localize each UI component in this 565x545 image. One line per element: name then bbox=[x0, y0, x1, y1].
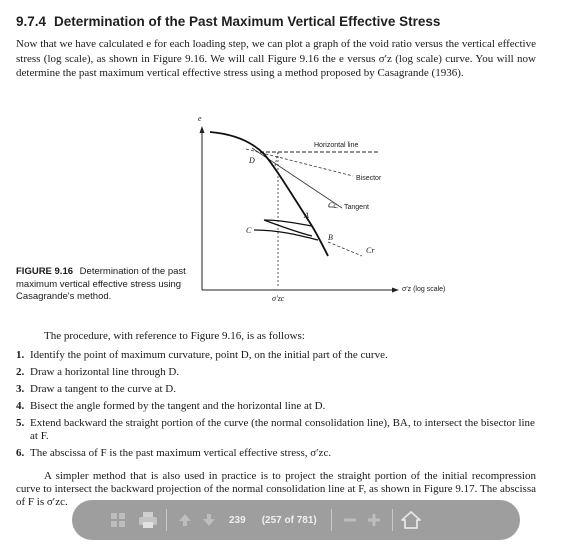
point-a-label: A bbox=[304, 211, 309, 220]
previous-page-button[interactable] bbox=[173, 508, 197, 532]
section-heading bbox=[16, 14, 440, 29]
y-axis-label: e bbox=[198, 114, 202, 123]
x-axis-label: σ′z (log scale) bbox=[402, 286, 446, 293]
step-number: 6. bbox=[16, 447, 25, 459]
casagrande-figure bbox=[190, 112, 470, 312]
home-button[interactable] bbox=[399, 508, 423, 532]
step-number: 1. bbox=[16, 349, 25, 361]
arrow-up-icon bbox=[177, 512, 193, 528]
step-text: The abscissa of F is the past maximum vertical effective stress, σ′zc. bbox=[30, 447, 332, 459]
point-c-label: C bbox=[246, 226, 252, 235]
y-axis-arrow bbox=[200, 126, 205, 133]
step-item bbox=[16, 366, 536, 379]
step-item bbox=[16, 383, 536, 396]
step-text: Draw a horizontal line through D. bbox=[30, 366, 180, 378]
horizontal-line-label: Horizontal line bbox=[314, 142, 359, 149]
tangent-label: Tangent bbox=[344, 204, 369, 211]
sigma-zc-label: σ′zc bbox=[272, 294, 285, 303]
step-item bbox=[16, 417, 536, 443]
print-icon bbox=[138, 511, 158, 529]
step-item bbox=[16, 447, 536, 460]
step-number: 4. bbox=[16, 400, 25, 412]
x-axis-arrow bbox=[392, 288, 399, 293]
toolbar-divider bbox=[166, 509, 167, 531]
step-text: Draw a tangent to the curve at D. bbox=[30, 383, 176, 395]
section-title: Determination of the Past Maximum Vertical Effective Stress bbox=[54, 14, 441, 29]
next-page-button[interactable] bbox=[197, 508, 221, 532]
point-b-label: B bbox=[328, 233, 333, 242]
cc-label: Cc bbox=[328, 201, 337, 210]
bisector-label: Bisector bbox=[356, 175, 382, 182]
viewer-toolbar bbox=[72, 500, 520, 540]
point-d-label: D bbox=[249, 156, 255, 165]
procedure-steps bbox=[16, 349, 536, 464]
step-text: Identify the point of maximum curvature, point D, on the initial part of the curve. bbox=[30, 349, 388, 361]
step-text: Extend backward the straight portion of the curve (the normal consolidation line), BA, to intersect the bisector line at F. bbox=[30, 417, 535, 442]
consolidation-curve bbox=[210, 132, 328, 256]
print-button[interactable] bbox=[136, 508, 160, 532]
section-number: 9.7.4 bbox=[16, 14, 47, 29]
procedure-intro: The procedure, with reference to Figure 9.16, is as follows: bbox=[44, 330, 305, 342]
step-item bbox=[16, 349, 536, 362]
arrow-down-icon bbox=[201, 512, 217, 528]
cr-label: Cr bbox=[366, 246, 375, 255]
figure-caption-text: Determination of the past maximum vertical effective stress using Casagrande's method. bbox=[16, 266, 186, 302]
closing-paragraph: A simpler method that is also used in practice is to project the straight portion of the initial recompression curve to intersect the backward projection of the normal consolidation line at F, as shown in Figure 9.17. The abscissa of F is σ′zc. bbox=[16, 470, 536, 508]
zoom-out-button[interactable] bbox=[338, 508, 362, 532]
page-number-field[interactable]: 239 bbox=[229, 514, 246, 526]
step-text: Bisect the angle formed by the tangent and the horizontal line at D. bbox=[30, 400, 326, 412]
thumbnails-icon bbox=[109, 511, 127, 529]
figure-label: FIGURE 9.16 bbox=[16, 266, 74, 277]
step-number: 2. bbox=[16, 366, 25, 378]
minus-icon bbox=[342, 512, 358, 528]
intro-paragraph: Now that we have calculated e for each loading step, we can plot a graph of the void ratio versus the vertical effective stress (log scale), as shown in Figure 9.16. We will call Figure 9.16 the e versus σ′z (log scale) curve. You will now determine the past maximum vertical effective stress using a method proposed by Casagrande (1936). bbox=[16, 38, 536, 79]
zoom-in-button[interactable] bbox=[362, 508, 386, 532]
figure-caption bbox=[16, 266, 196, 304]
step-number: 3. bbox=[16, 383, 25, 395]
plus-icon bbox=[366, 512, 382, 528]
toolbar-divider bbox=[331, 509, 332, 531]
page-count: (257 of 781) bbox=[261, 514, 317, 526]
toolbar-divider bbox=[392, 509, 393, 531]
thumbnails-button[interactable] bbox=[106, 508, 130, 532]
home-icon bbox=[400, 510, 422, 530]
step-item bbox=[16, 400, 536, 413]
cr-extension bbox=[328, 242, 362, 256]
step-number: 5. bbox=[16, 417, 25, 429]
